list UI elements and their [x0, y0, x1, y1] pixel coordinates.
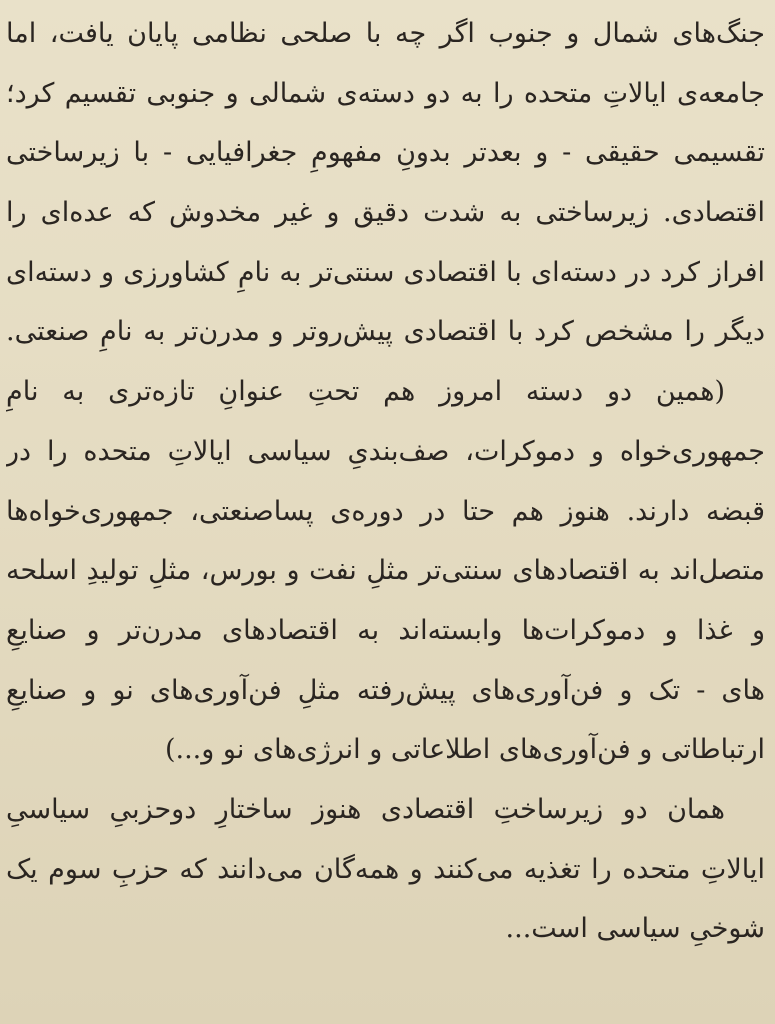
text-line-1: جنگ‌های شمال و جنوب اگر چه با صلحی نظامی پایان یافت، اما — [6, 18, 765, 49]
text-line-6: دیگر را مشخص کرد با اقتصادی پیش‌روتر و مدرن‌تر به نامِ صنعتی. — [6, 316, 765, 348]
text-line-10: متصل‌اند به اقتصادهای سنتی‌تر مثلِ نفت و بورس، مثلِ تولیدِ اسلحه — [6, 555, 765, 587]
text-line-8: جمهوری‌خواه و دموکرات، صف‌بندیِ سیاسی ایالاتِ متحده را در — [6, 435, 765, 467]
text-line-13: ارتباطاتی و فن‌آوری‌های اطلاعاتی و انرژی‌های نو و...) — [164, 734, 765, 766]
text-line-7: (همین دو دسته امروز هم تحتِ عنوانِ تازه‌تری به نامِ — [6, 376, 725, 408]
text-line-11: و غذا و دموکرات‌ها وابسته‌اند به اقتصادهای مدرن‌تر و صنایعِ — [6, 614, 765, 646]
text-line-5: افراز کرد در دسته‌ای با اقتصادی سنتی‌تر به نامِ کشاورزی و دسته‌ای — [6, 256, 765, 288]
text-line-3: تقسیمی حقیقی - و بعدتر بدونِ مفهومِ جغرافیایی - با زیرساختی — [6, 137, 765, 169]
text-line-4: اقتصادی. زیرساختی به شدت دقیق و غیر مخدوش که عده‌ای را — [6, 197, 765, 229]
text-line-12: های - تک و فن‌آوری‌های پیش‌رفته مثلِ فن‌آوری‌های نو و صنایعِ — [6, 674, 765, 706]
body-text — [6, 4, 765, 959]
text-line-14: همان دو زیرساختِ اقتصادی هنوز ساختارِ دوحزبیِ سیاسیِ — [6, 793, 725, 825]
text-line-9: قبضه دارند. هنوز هم حتا در دوره‌ی پساصنعتی، جمهوری‌خواه‌ها — [6, 495, 765, 527]
text-line-15: ایالاتِ متحده را تغذیه می‌کنند و همه‌گان می‌دانند که حزبِ سوم یک — [6, 853, 765, 885]
text-line-16: شوخیِ سیاسی است... — [505, 913, 765, 945]
text-line-2: جامعه‌ی ایالاتِ متحده را به دو دسته‌ی شمالی و جنوبی تقسیم کرد؛ — [6, 77, 765, 109]
